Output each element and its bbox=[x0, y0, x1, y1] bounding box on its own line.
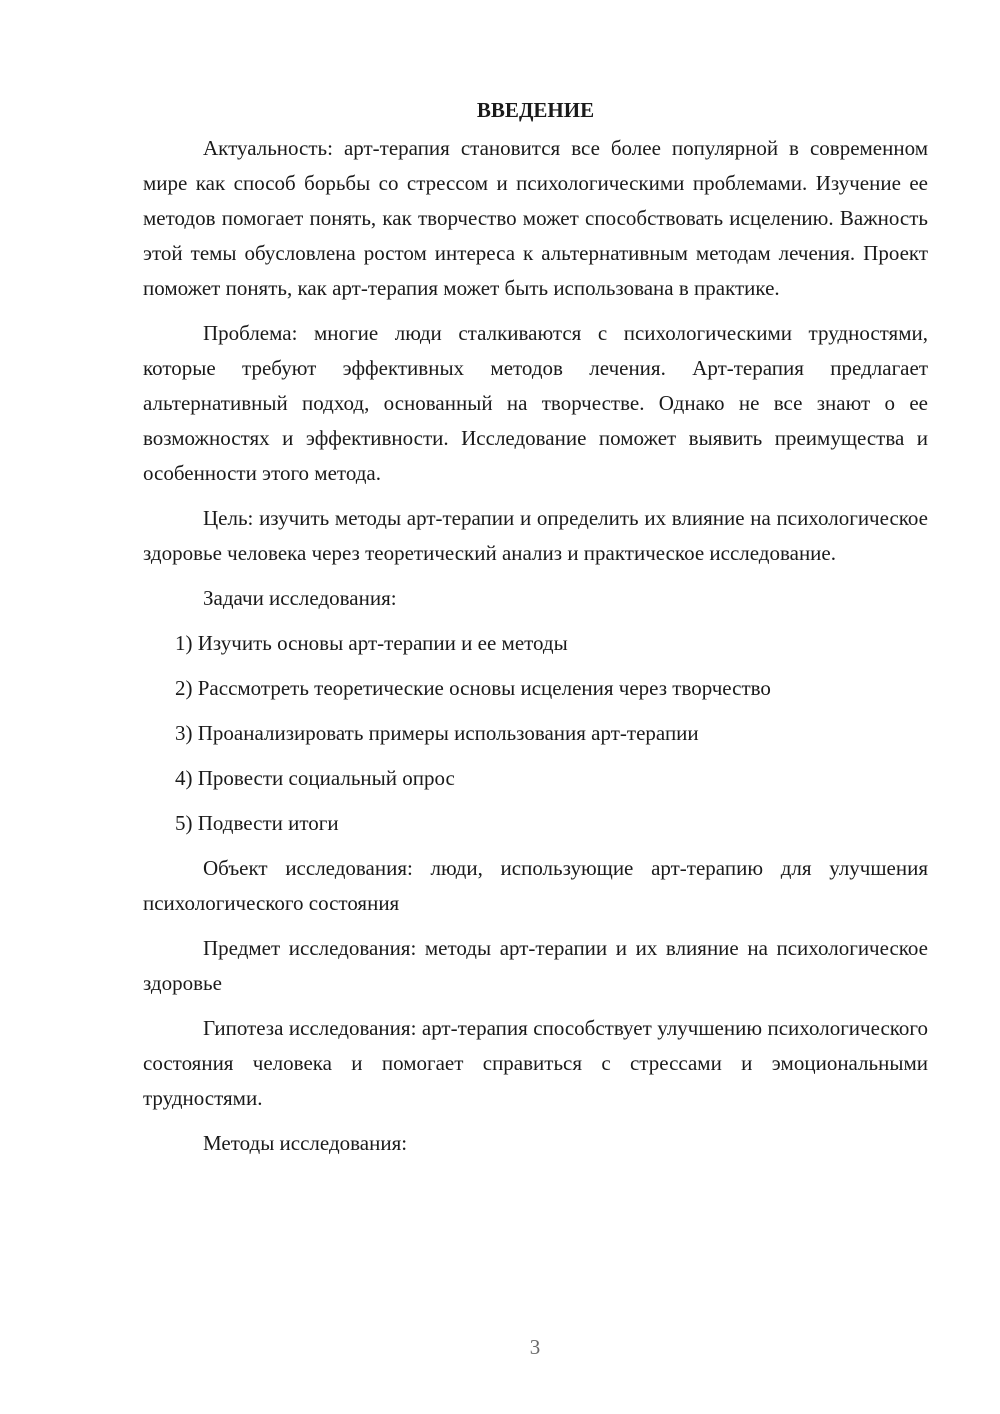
list-item: 2) Рассмотреть теоретические основы исцеления через творчество bbox=[175, 676, 771, 700]
list-item: 1) Изучить основы арт-терапии и ее методы bbox=[175, 631, 568, 655]
tasks-list bbox=[143, 626, 928, 841]
paragraph-goal: Цель: изучить методы арт-терапии и определить их влияние на психологическое здоровье человека через теоретический анализ и практическое исследование. bbox=[143, 506, 928, 565]
paragraph-problem: Проблема: многие люди сталкиваются с психологическими трудностями, которые требуют эффективных методов лечения. Арт-терапия предлагает альтернативный подход, основанный на творчестве. Однако не все знают о ее возможностях и эффективности. Исследование поможет выявить преимущества и особенности этого метода. bbox=[143, 321, 928, 485]
list-item: 3) Проанализировать примеры использования арт-терапии bbox=[175, 721, 699, 745]
paragraph-subject: Предмет исследования: методы арт-терапии и их влияние на психологическое здоровье bbox=[143, 936, 928, 995]
list-item: 5) Подвести итоги bbox=[175, 811, 339, 835]
paragraph-hypothesis: Гипотеза исследования: арт-терапия способствует улучшению психологического состояния человека и помогает справиться с стрессами и эмоциональными трудностями. bbox=[143, 1016, 928, 1110]
page-number: 3 bbox=[529, 1335, 541, 1359]
list-item: 4) Провести социальный опрос bbox=[175, 766, 455, 790]
paragraph-relevance: Актуальность: арт-терапия становится все более популярной в современном мире как способ борьбы со стрессом и психологическими проблемами. Изучение ее методов помогает понять, как творчество может способствовать исцелению. Важность этой темы обусловлена ростом интереса к альтернативным методам лечения. Проект поможет понять, как арт-терапия может быть использована в практике. bbox=[143, 136, 928, 300]
section-title: ВВЕДЕНИЕ bbox=[476, 98, 595, 122]
paragraph-object: Объект исследования: люди, использующие арт-терапию для улучшения психологического состояния bbox=[143, 856, 928, 915]
methods-heading: Методы исследования: bbox=[203, 1131, 408, 1155]
tasks-heading: Задачи исследования: bbox=[203, 586, 397, 610]
page-content bbox=[143, 93, 928, 1171]
